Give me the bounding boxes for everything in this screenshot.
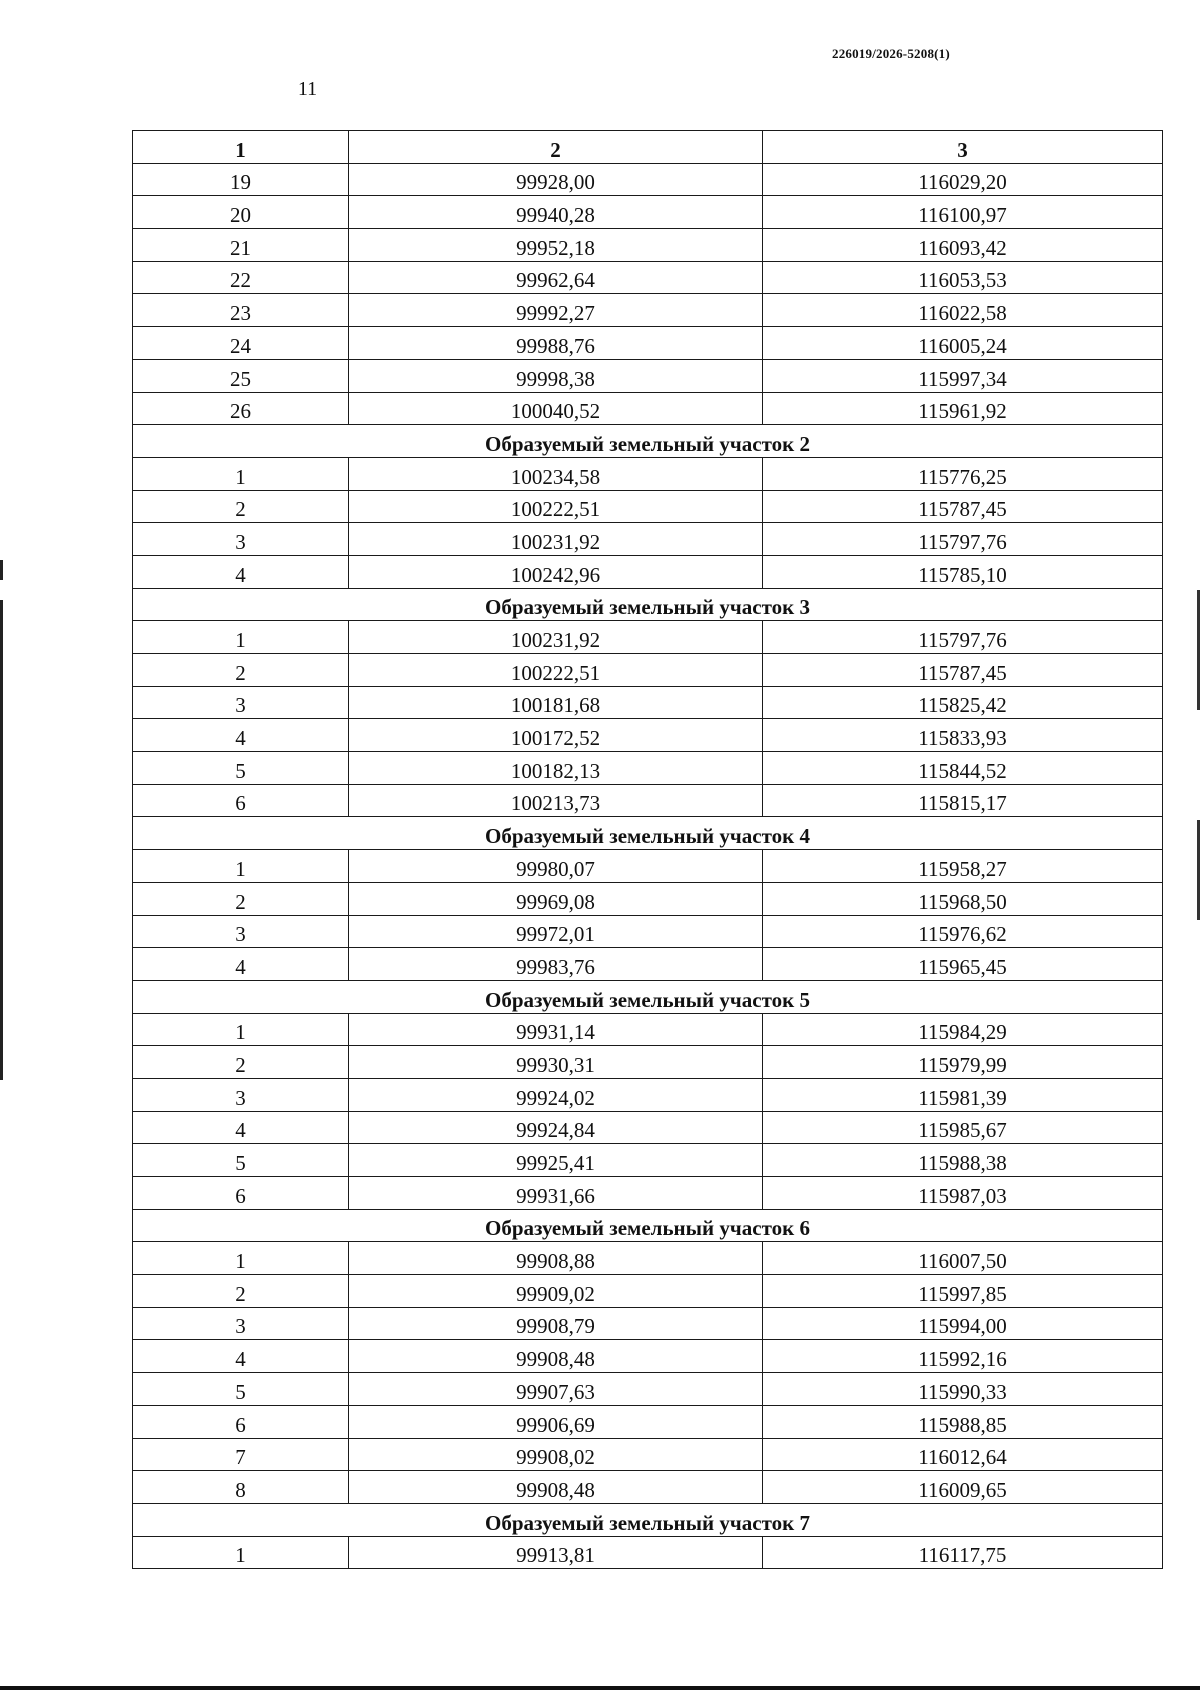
x-coordinate-cell: 99908,79 <box>349 1307 763 1340</box>
x-coordinate-cell: 99983,76 <box>349 948 763 981</box>
point-number-cell: 3 <box>133 1307 349 1340</box>
y-coordinate-cell: 115979,99 <box>763 1046 1163 1079</box>
x-coordinate-cell: 99928,00 <box>349 163 763 196</box>
y-coordinate-cell: 115825,42 <box>763 686 1163 719</box>
y-coordinate-cell: 115787,45 <box>763 490 1163 523</box>
table-row <box>133 261 1163 294</box>
table-row <box>133 196 1163 229</box>
table-row <box>133 1046 1163 1079</box>
point-number-cell: 25 <box>133 359 349 392</box>
table-row <box>133 392 1163 425</box>
y-coordinate-cell: 115965,45 <box>763 948 1163 981</box>
table-row <box>133 882 1163 915</box>
table-row <box>133 1536 1163 1569</box>
y-coordinate-cell: 115987,03 <box>763 1177 1163 1210</box>
point-number-cell: 19 <box>133 163 349 196</box>
y-coordinate-cell: 116022,58 <box>763 294 1163 327</box>
table-row <box>133 1471 1163 1504</box>
point-number-cell: 4 <box>133 1340 349 1373</box>
section-row <box>133 1503 1163 1536</box>
point-number-cell: 4 <box>133 719 349 752</box>
y-coordinate-cell: 115961,92 <box>763 392 1163 425</box>
section-title: Образуемый земельный участок 6 <box>133 1209 1163 1242</box>
y-coordinate-cell: 115981,39 <box>763 1078 1163 1111</box>
y-coordinate-cell: 115997,85 <box>763 1275 1163 1308</box>
point-number-cell: 5 <box>133 1144 349 1177</box>
point-number-cell: 5 <box>133 1373 349 1406</box>
table-row <box>133 229 1163 262</box>
section-row <box>133 588 1163 621</box>
table-row <box>133 1144 1163 1177</box>
section-title: Образуемый земельный участок 4 <box>133 817 1163 850</box>
y-coordinate-cell: 115797,76 <box>763 523 1163 556</box>
point-number-cell: 1 <box>133 850 349 883</box>
x-coordinate-cell: 99924,84 <box>349 1111 763 1144</box>
table-row <box>133 948 1163 981</box>
y-coordinate-cell: 116012,64 <box>763 1438 1163 1471</box>
coordinates-table <box>132 130 1163 1569</box>
table-row <box>133 1438 1163 1471</box>
section-row <box>133 1209 1163 1242</box>
y-coordinate-cell: 116100,97 <box>763 196 1163 229</box>
y-coordinate-cell: 115958,27 <box>763 850 1163 883</box>
table-row <box>133 163 1163 196</box>
y-coordinate-cell: 116053,53 <box>763 261 1163 294</box>
x-coordinate-cell: 99962,64 <box>349 261 763 294</box>
point-number-cell: 3 <box>133 523 349 556</box>
table-row <box>133 686 1163 719</box>
table-row <box>133 654 1163 687</box>
table-body <box>133 163 1163 1569</box>
point-number-cell: 6 <box>133 1177 349 1210</box>
y-coordinate-cell: 115844,52 <box>763 752 1163 785</box>
y-coordinate-cell: 115994,00 <box>763 1307 1163 1340</box>
y-coordinate-cell: 116117,75 <box>763 1536 1163 1569</box>
x-coordinate-cell: 99988,76 <box>349 327 763 360</box>
table-row <box>133 915 1163 948</box>
table-row <box>133 1177 1163 1210</box>
table-row <box>133 327 1163 360</box>
point-number-cell: 26 <box>133 392 349 425</box>
x-coordinate-cell: 99908,48 <box>349 1340 763 1373</box>
x-coordinate-cell: 99972,01 <box>349 915 763 948</box>
y-coordinate-cell: 115990,33 <box>763 1373 1163 1406</box>
page-number: 11 <box>297 78 318 100</box>
point-number-cell: 2 <box>133 490 349 523</box>
point-number-cell: 7 <box>133 1438 349 1471</box>
point-number-cell: 4 <box>133 948 349 981</box>
table-row <box>133 555 1163 588</box>
scan-mark <box>0 560 3 580</box>
table-row <box>133 523 1163 556</box>
scan-edge <box>0 1686 1200 1690</box>
x-coordinate-cell: 99969,08 <box>349 882 763 915</box>
point-number-cell: 8 <box>133 1471 349 1504</box>
table-row <box>133 784 1163 817</box>
table-row <box>133 490 1163 523</box>
point-number-cell: 4 <box>133 1111 349 1144</box>
x-coordinate-cell: 99913,81 <box>349 1536 763 1569</box>
point-number-cell: 2 <box>133 882 349 915</box>
point-number-cell: 3 <box>133 915 349 948</box>
x-coordinate-cell: 99924,02 <box>349 1078 763 1111</box>
y-coordinate-cell: 115797,76 <box>763 621 1163 654</box>
table-header <box>133 131 1163 164</box>
section-title: Образуемый земельный участок 7 <box>133 1503 1163 1536</box>
y-coordinate-cell: 115776,25 <box>763 457 1163 490</box>
point-number-cell: 1 <box>133 457 349 490</box>
point-number-cell: 21 <box>133 229 349 262</box>
y-coordinate-cell: 115997,34 <box>763 359 1163 392</box>
section-title: Образуемый земельный участок 2 <box>133 425 1163 458</box>
table-row <box>133 1405 1163 1438</box>
point-number-cell: 6 <box>133 1405 349 1438</box>
y-coordinate-cell: 116029,20 <box>763 163 1163 196</box>
x-coordinate-cell: 99907,63 <box>349 1373 763 1406</box>
x-coordinate-cell: 99906,69 <box>349 1405 763 1438</box>
point-number-cell: 1 <box>133 621 349 654</box>
point-number-cell: 1 <box>133 1013 349 1046</box>
document-id: 226019/2026-5208(1) <box>832 46 950 61</box>
point-number-cell: 3 <box>133 1078 349 1111</box>
point-number-cell: 2 <box>133 1046 349 1079</box>
point-number-cell: 24 <box>133 327 349 360</box>
y-coordinate-cell: 115833,93 <box>763 719 1163 752</box>
x-coordinate-cell: 99931,14 <box>349 1013 763 1046</box>
y-coordinate-cell: 116005,24 <box>763 327 1163 360</box>
x-coordinate-cell: 99998,38 <box>349 359 763 392</box>
x-coordinate-cell: 100213,73 <box>349 784 763 817</box>
y-coordinate-cell: 115988,38 <box>763 1144 1163 1177</box>
point-number-cell: 20 <box>133 196 349 229</box>
x-coordinate-cell: 99908,02 <box>349 1438 763 1471</box>
table-row <box>133 1111 1163 1144</box>
point-number-cell: 1 <box>133 1242 349 1275</box>
point-number-cell: 23 <box>133 294 349 327</box>
table-row <box>133 752 1163 785</box>
table-row <box>133 1078 1163 1111</box>
section-row <box>133 425 1163 458</box>
table-row <box>133 1340 1163 1373</box>
table-row <box>133 1242 1163 1275</box>
scan-mark <box>0 600 3 1080</box>
column-header-1: 1 <box>133 131 349 164</box>
y-coordinate-cell: 115785,10 <box>763 555 1163 588</box>
y-coordinate-cell: 115815,17 <box>763 784 1163 817</box>
section-title: Образуемый земельный участок 3 <box>133 588 1163 621</box>
x-coordinate-cell: 100231,92 <box>349 523 763 556</box>
x-coordinate-cell: 100172,52 <box>349 719 763 752</box>
column-header-2: 2 <box>349 131 763 164</box>
x-coordinate-cell: 99992,27 <box>349 294 763 327</box>
y-coordinate-cell: 115787,45 <box>763 654 1163 687</box>
section-title: Образуемый земельный участок 5 <box>133 980 1163 1013</box>
x-coordinate-cell: 99940,28 <box>349 196 763 229</box>
x-coordinate-cell: 100222,51 <box>349 654 763 687</box>
x-coordinate-cell: 100234,58 <box>349 457 763 490</box>
x-coordinate-cell: 100242,96 <box>349 555 763 588</box>
table-row <box>133 719 1163 752</box>
x-coordinate-cell: 100040,52 <box>349 392 763 425</box>
point-number-cell: 2 <box>133 654 349 687</box>
table-row <box>133 1013 1163 1046</box>
x-coordinate-cell: 99908,48 <box>349 1471 763 1504</box>
x-coordinate-cell: 100182,13 <box>349 752 763 785</box>
x-coordinate-cell: 100222,51 <box>349 490 763 523</box>
point-number-cell: 4 <box>133 555 349 588</box>
table-row <box>133 621 1163 654</box>
x-coordinate-cell: 100231,92 <box>349 621 763 654</box>
y-coordinate-cell: 116093,42 <box>763 229 1163 262</box>
x-coordinate-cell: 99908,88 <box>349 1242 763 1275</box>
point-number-cell: 22 <box>133 261 349 294</box>
point-number-cell: 1 <box>133 1536 349 1569</box>
x-coordinate-cell: 99952,18 <box>349 229 763 262</box>
x-coordinate-cell: 99909,02 <box>349 1275 763 1308</box>
table-row <box>133 1275 1163 1308</box>
column-header-3: 3 <box>763 131 1163 164</box>
x-coordinate-cell: 99930,31 <box>349 1046 763 1079</box>
x-coordinate-cell: 99931,66 <box>349 1177 763 1210</box>
table-row <box>133 1307 1163 1340</box>
y-coordinate-cell: 115976,62 <box>763 915 1163 948</box>
header-row <box>133 131 1163 164</box>
point-number-cell: 5 <box>133 752 349 785</box>
y-coordinate-cell: 115968,50 <box>763 882 1163 915</box>
x-coordinate-cell: 99925,41 <box>349 1144 763 1177</box>
table-row <box>133 294 1163 327</box>
y-coordinate-cell: 116009,65 <box>763 1471 1163 1504</box>
table-row <box>133 359 1163 392</box>
table-row <box>133 850 1163 883</box>
point-number-cell: 2 <box>133 1275 349 1308</box>
table-row <box>133 457 1163 490</box>
point-number-cell: 6 <box>133 784 349 817</box>
x-coordinate-cell: 99980,07 <box>349 850 763 883</box>
y-coordinate-cell: 115985,67 <box>763 1111 1163 1144</box>
point-number-cell: 3 <box>133 686 349 719</box>
y-coordinate-cell: 115988,85 <box>763 1405 1163 1438</box>
y-coordinate-cell: 116007,50 <box>763 1242 1163 1275</box>
y-coordinate-cell: 115984,29 <box>763 1013 1163 1046</box>
section-row <box>133 980 1163 1013</box>
x-coordinate-cell: 100181,68 <box>349 686 763 719</box>
y-coordinate-cell: 115992,16 <box>763 1340 1163 1373</box>
section-row <box>133 817 1163 850</box>
table-row <box>133 1373 1163 1406</box>
